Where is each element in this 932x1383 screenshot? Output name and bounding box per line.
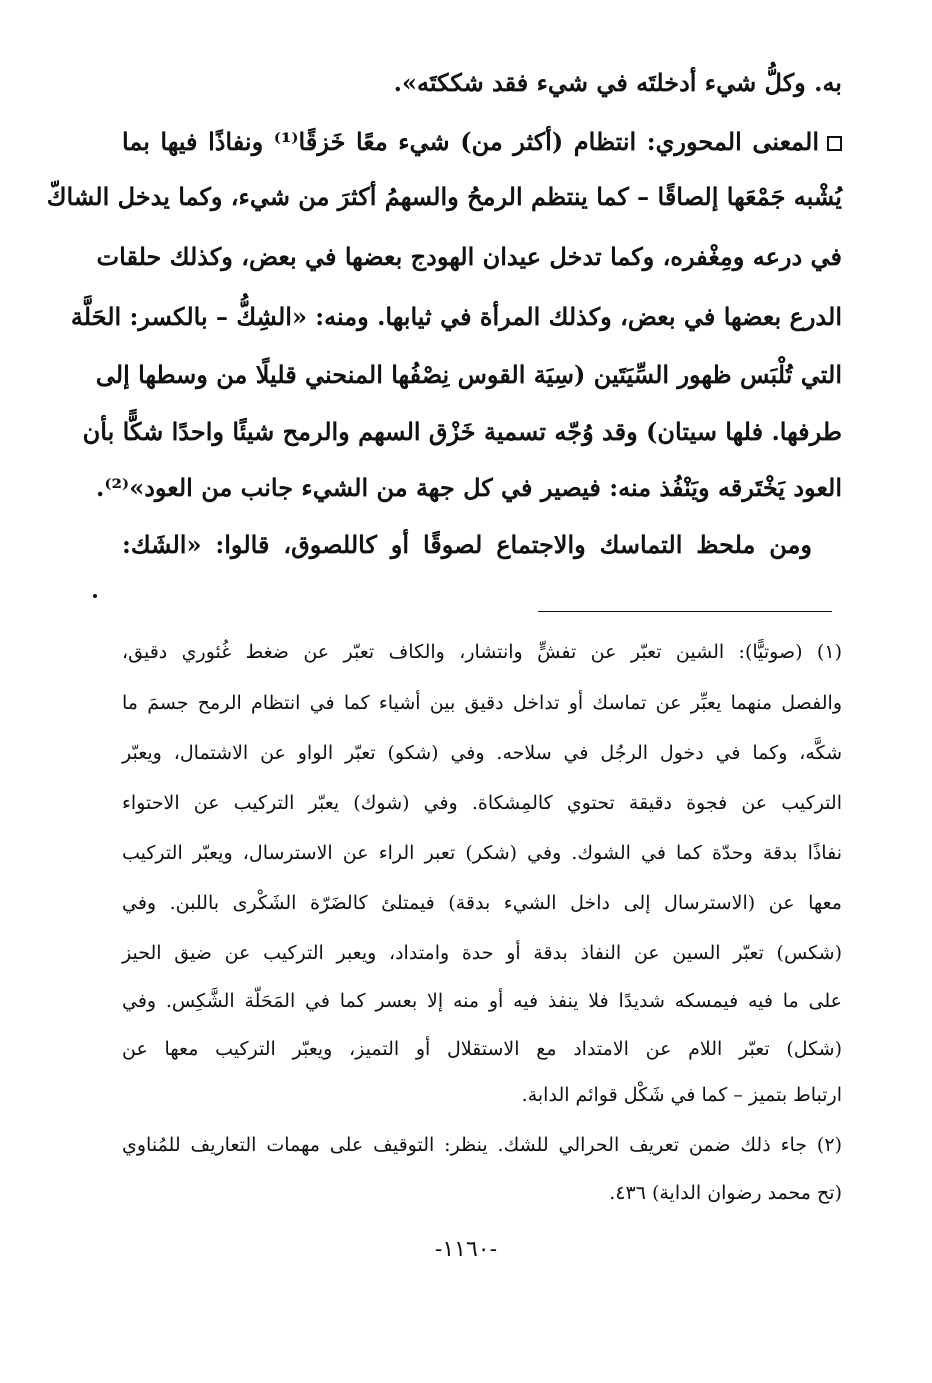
body-line-2 — [122, 122, 842, 162]
footnote-separator — [538, 611, 832, 612]
footnote-1-line-4: التركيب عن فجوة دقيقة تحتوي كالمِشكاة. وفي (شوك) يعبّر التركيب عن الاحتواء — [122, 792, 842, 814]
footnote-1-line-2: والفصل منهما يعبِّر عن تماسك أو تداخل دقيق بين أشياء كما في انتظام الرمح جسمَ ما — [122, 692, 842, 714]
footnote-1-line-3: شكَّه، وكما في دخول الرجُل في سلاحه. وفي (شكو) تعبّر الواو عن الاشتمال، ويعبّر — [122, 742, 842, 764]
footnote-1-line-6: معها عن (الاسترسال إلى داخل الشيء بدقة) فيمتلئ كالضَرّة الشَكْرى باللبن. وفي — [122, 892, 842, 914]
body-line-6: التي تُلْبَس ظهور السِّيَتَين (سِيَة القوس نِصْفُها المنحني قليلًا من وسطها إلى — [95, 360, 842, 389]
body-line-5: الدرع بعضها في بعض، وكذلك المرأة في ثيابها. ومنه: «الشِكُّ – بالكسر: الحَلَّة — [70, 302, 842, 331]
footnote-2-line-2: (تح محمد رضوان الداية) ٤٣٦. — [609, 1182, 842, 1204]
body-line-3: يُشْبه جَمْعَها إلصاقًا – كما ينتظم الرمحُ والسهمُ أكثرَ من شيء، وكما يدخل الشاكّ — [46, 182, 842, 211]
body-line-2-text: المعنى المحوري: انتظام (أكثر من) شيء معًا خَزقًا⁽¹⁾ ونفاذًا فيها بما — [122, 127, 820, 156]
footnote-1-line-1: (١) (صوتيًّا): الشين تعبّر عن تفشٍّ وانتشار، والكاف تعبّر عن ضغط غُئوري دقيق، — [122, 641, 842, 663]
square-bullet-icon — [827, 136, 842, 151]
page-number: -١١٦٠- — [434, 1237, 498, 1262]
footnote-1-line-5: نفاذًا بدقة وحدّة كما في الشوك. وفي (شكر) تعبر الراء عن الاسترسال، ويعبّر التركيب — [122, 842, 842, 864]
body-line-9: ومن ملحظ التماسك والاجتماع لصوقًا أو كاللصوق، قالوا: «الشَك: — [122, 530, 812, 559]
body-line-1: به. وكلُّ شيء أدخلتَه في شيء فقد شككتَه». — [393, 68, 842, 97]
footnote-1-line-8: على ما فيه فيمسكه شديدًا فلا ينفذ فيه أو منه إلا بعسر كما في المَحَلّة الشَّكِس. وفي — [122, 990, 842, 1012]
footnote-1-line-7: (شكس) تعبّر السين عن النفاذ بدقة أو حدة وامتداد، ويعبر التركيب عن ضيق الحيز — [122, 942, 842, 964]
body-line-4: في درعه ومِغْفره، وكما تدخل عيدان الهودج بعضها في بعض، وكذلك حلقات — [96, 242, 842, 271]
footnote-2-line-1: (٢) جاء ذلك ضمن تعريف الحرالي للشك. ينظر: التوقيف على مهمات التعاريف للمُناوي — [122, 1134, 842, 1156]
footnote-1-line-10: ارتباط بتميز – كما في شَكْل قوائم الدابة. — [521, 1084, 842, 1106]
body-line-8: العود يَخْتَرقه ويَنْفُذ منه: فيصير في كل جهة من الشيء جانب من العود»⁽²⁾. — [96, 473, 842, 502]
stray-dot — [93, 594, 97, 598]
body-line-7: طرفها. فلها سيتان) وقد وُجّه تسمية خَزْق السهم والرمح شيئًا واحدًا شكًّا بأن — [82, 417, 842, 446]
footnote-1-line-9: (شكل) تعبّر اللام عن الامتداد مع الاستقلال أو التميز، ويعبّر التركيب معها عن — [122, 1038, 842, 1060]
